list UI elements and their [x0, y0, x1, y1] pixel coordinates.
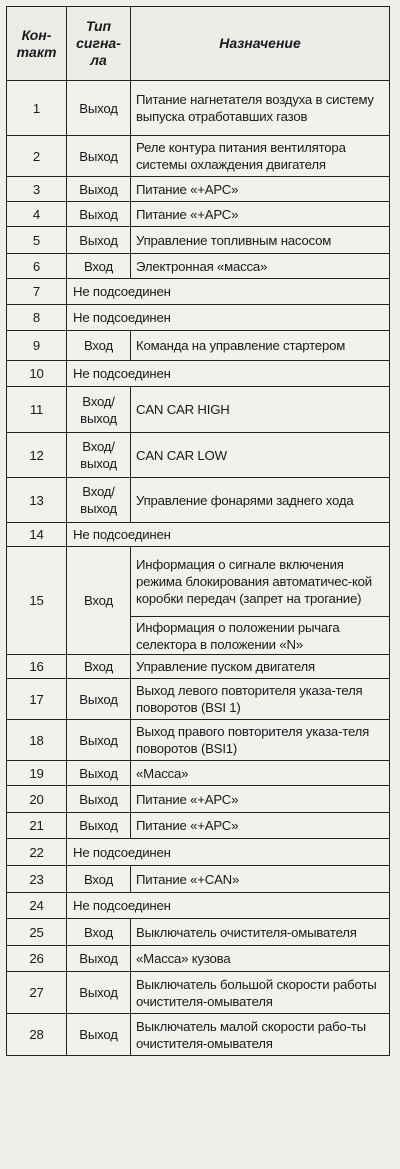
table-row [7, 361, 390, 387]
signal-type: Выход [67, 81, 131, 136]
table-row [7, 720, 390, 761]
purpose-text: Питание «+АРС» [131, 813, 390, 839]
contact-number: 3 [7, 177, 67, 202]
purpose-text: Выход правого повторителя указа-теля поворотов (BSI1) [131, 720, 390, 761]
contact-number: 8 [7, 305, 67, 331]
purpose-text: «Масса» [131, 761, 390, 786]
signal-type: Выход [67, 813, 131, 839]
contact-number: 6 [7, 254, 67, 279]
table-row [7, 866, 390, 893]
contact-number: 17 [7, 679, 67, 720]
table-row [7, 786, 390, 813]
table-row [7, 202, 390, 227]
signal-type: Выход [67, 136, 131, 177]
purpose-text: Реле контура питания вентилятора системы охлаждения двигателя [131, 136, 390, 177]
purpose-text: Управление фонарями заднего хода [131, 478, 390, 523]
table-row [7, 761, 390, 786]
table-row [7, 919, 390, 946]
signal-type: Вход [67, 547, 131, 655]
signal-type: Выход [67, 679, 131, 720]
header-purpose: Назначение [131, 7, 390, 81]
contact-number: 26 [7, 946, 67, 972]
contact-number: 12 [7, 433, 67, 478]
contact-number: 23 [7, 866, 67, 893]
purpose-text: Электронная «масса» [131, 254, 390, 279]
signal-type: Вход/ выход [67, 478, 131, 523]
contact-number: 10 [7, 361, 67, 387]
contact-number: 1 [7, 81, 67, 136]
signal-type: Выход [67, 786, 131, 813]
purpose-text: Выключатель очистителя-омывателя [131, 919, 390, 946]
purpose-text: Управление топливным насосом [131, 227, 390, 254]
table-row [7, 279, 390, 305]
not-connected-cell: Не подсоединен [67, 279, 390, 305]
signal-type: Выход [67, 720, 131, 761]
signal-type: Выход [67, 1014, 131, 1056]
signal-type: Вход [67, 254, 131, 279]
signal-type: Выход [67, 227, 131, 254]
table-row [7, 387, 390, 433]
table-row [7, 972, 390, 1014]
table-row [7, 1014, 390, 1056]
contact-number: 4 [7, 202, 67, 227]
signal-type: Вход [67, 866, 131, 893]
table-row [7, 523, 390, 547]
contact-number: 24 [7, 893, 67, 919]
contact-number: 7 [7, 279, 67, 305]
pinout-table-container [6, 6, 390, 1056]
contact-number: 28 [7, 1014, 67, 1056]
contact-number: 11 [7, 387, 67, 433]
purpose-text: Выключатель малой скорости рабо-ты очистителя-омывателя [131, 1014, 390, 1056]
signal-type: Выход [67, 761, 131, 786]
purpose-text: Питание «+АРС» [131, 202, 390, 227]
contact-number: 19 [7, 761, 67, 786]
purpose-text: Питание нагнетателя воздуха в системy выпуска отработавших газов [131, 81, 390, 136]
purpose-text: Информация о сигнале включения режима блокирования автоматичес-кой коробки передач (запрет на трогание) [131, 547, 390, 617]
table-row [7, 305, 390, 331]
signal-type: Выход [67, 972, 131, 1014]
purpose-text: CAN CAR LOW [131, 433, 390, 478]
signal-type: Вход [67, 919, 131, 946]
signal-type: Вход/ выход [67, 387, 131, 433]
purpose-text: Питание «+CAN» [131, 866, 390, 893]
purpose-text: Выход левого повторителя указа-теля поворотов (BSI 1) [131, 679, 390, 720]
table-row [7, 893, 390, 919]
signal-type: Вход [67, 655, 131, 679]
contact-number: 21 [7, 813, 67, 839]
purpose-text: Питание «+АРС» [131, 177, 390, 202]
table-row [7, 813, 390, 839]
purpose-text: Команда на управление стартером [131, 331, 390, 361]
contact-number: 9 [7, 331, 67, 361]
not-connected-cell: Не подсоединен [67, 893, 390, 919]
table-row [7, 331, 390, 361]
table-row [7, 433, 390, 478]
signal-type: Выход [67, 946, 131, 972]
contact-number: 2 [7, 136, 67, 177]
table-row [7, 655, 390, 679]
contact-number: 5 [7, 227, 67, 254]
table-row [7, 254, 390, 279]
purpose-text: Информация о положении рычага селектора в положении «N» [131, 617, 390, 655]
purpose-text: «Масса» кузова [131, 946, 390, 972]
contact-number: 16 [7, 655, 67, 679]
contact-number: 27 [7, 972, 67, 1014]
purpose-text: CAN CAR HIGH [131, 387, 390, 433]
contact-number: 25 [7, 919, 67, 946]
header-signal-type: Тип сигна- ла [67, 7, 131, 81]
signal-type: Выход [67, 177, 131, 202]
table-row [7, 81, 390, 136]
table-row [7, 478, 390, 523]
table-row [7, 839, 390, 866]
table-row [7, 679, 390, 720]
not-connected-cell: Не подсоединен [67, 523, 390, 547]
table-row [7, 227, 390, 254]
purpose-text: Выключатель большой скорости работы очистителя-омывателя [131, 972, 390, 1014]
contact-number: 20 [7, 786, 67, 813]
not-connected-cell: Не подсоединен [67, 839, 390, 866]
not-connected-cell: Не подсоединен [67, 361, 390, 387]
table-row [7, 946, 390, 972]
purpose-text: Питание «+АРС» [131, 786, 390, 813]
signal-type: Вход/ выход [67, 433, 131, 478]
header-row [7, 7, 390, 81]
contact-number: 14 [7, 523, 67, 547]
table-row [7, 547, 390, 617]
table-row [7, 136, 390, 177]
purpose-text: Управление пуском двигателя [131, 655, 390, 679]
pinout-table [6, 6, 390, 1056]
contact-number: 22 [7, 839, 67, 866]
contact-number: 18 [7, 720, 67, 761]
not-connected-cell: Не подсоединен [67, 305, 390, 331]
table-body [7, 81, 390, 1056]
signal-type: Вход [67, 331, 131, 361]
header-contact: Кон- такт [7, 7, 67, 81]
signal-type: Выход [67, 202, 131, 227]
contact-number: 13 [7, 478, 67, 523]
contact-number: 15 [7, 547, 67, 655]
table-row [7, 177, 390, 202]
